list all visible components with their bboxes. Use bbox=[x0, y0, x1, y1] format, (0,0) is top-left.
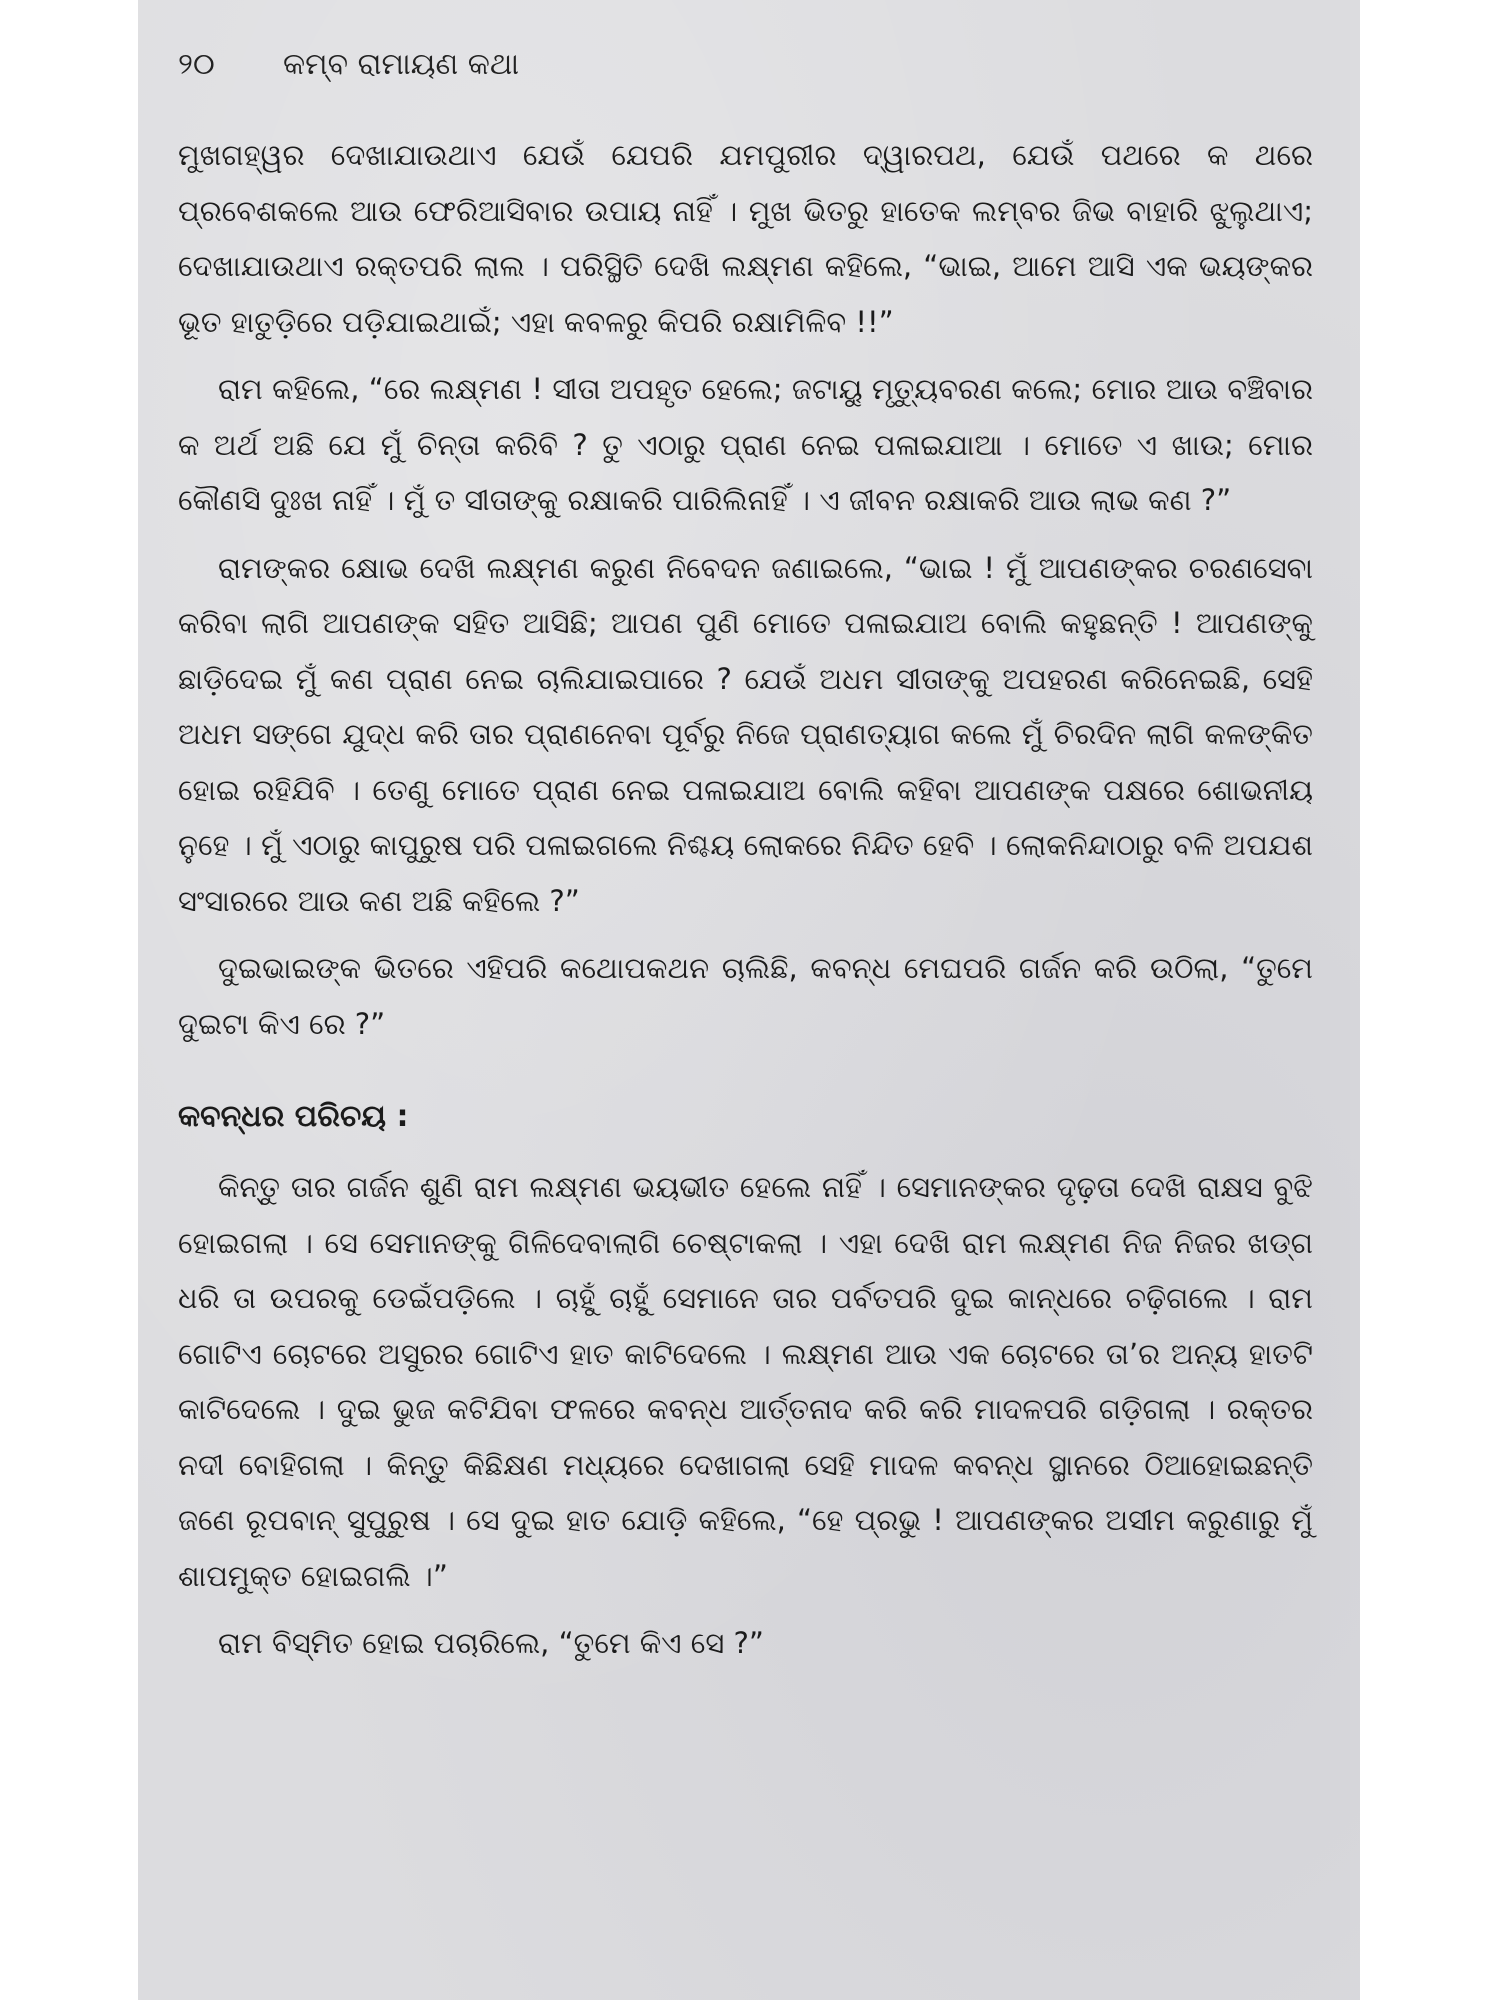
section-heading: କବନ୍ଧର ପରିଚୟ : bbox=[178, 1099, 409, 1134]
paragraph-lakshmana-pleads: ରାମଙ୍କର କ୍ଷୋଭ ଦେଖି ଲକ୍ଷ୍ମଣ କରୁଣ ନିବେଦନ ଜଣାଇଲେ, “ଭାଇ ! ମୁଁ ଆପଣଙ୍କର ଚରଣସେବା କରିବା ଲାଗି ଆପଣଙ୍କ ସହିତ ଆସିଛି; ଆପଣ ପୁଣି ମୋତେ ପଳାଇଯାଅ ବୋଲି କହୁଛନ୍ତି ! ଆପଣଙ୍କୁ ଛାଡ଼ିଦେଇ ମୁଁ କଣ ପ୍ରାଣ ନେଇ ଚାଲିଯାଇପାରେ ? ଯେଉଁ ଅଧମ ସୀତାଙ୍କୁ ଅପହରଣ କରିନେଇଛି, ସେହି ଅଧମ ସଙ୍ଗେ ଯୁଦ୍ଧ କରି ତାର ପ୍ରାଣନେବା ପୂର୍ବରୁ ନିଜେ ପ୍ରାଣତ୍ୟାଗ କଲେ ମୁଁ ଚିରଦିନ ଲାଗି କଳଙ୍କିତ ହୋଇ ରହିଯିବି । ତେଣୁ ମୋତେ ପ୍ରାଣ ନେଇ ପଳାଇଯାଅ ବୋଲି କହିବା ଆପଣଙ୍କ ପକ୍ଷରେ ଶୋଭନୀୟ ନୁହେ । ମୁଁ ଏଠାରୁ କାପୁରୁଷ ପରି ପଳାଇଗଲେ ନିଶ୍ଚୟ ଲୋକରେ ନିନ୍ଦିତ ହେବି । ଲୋକନିନ୍ଦାଠାରୁ ବଳି ଅପଯଶ ସଂସାରରେ ଆଉ କଣ ଅଛି କହିଲେ ?” bbox=[178, 550, 1313, 918]
paragraph-kabandha-roars: ଦୁଇଭାଇଙ୍କ ଭିତରେ ଏହିପରି କଥୋପକଥନ ଚାଲିଛି, କବନ୍ଧ ମେଘପରି ଗର୍ଜନ କରି ଉଠିଲା, “ତୁମେ ଦୁଇଟା କିଏ ରେ ?” bbox=[178, 951, 1313, 1041]
paragraph-mouth-description: ମୁଖଗହ୍ୱର ଦେଖାଯାଉଥାଏ ଯେଉଁ ଯେପରି ଯମପୁରୀର ଦ୍ୱାରପଥ, ଯେଉଁ ପଥରେ କ ଥରେ ପ୍ରବେଶକଲେ ଆଉ ଫେରିଆସିବାର ଉପାୟ ନାହିଁ । ମୁଖ ଭିତରୁ ହାତେକ ଲମ୍ବର ଜିଭ ବାହାରି ଝୁଲୁଥାଏ; ଦେଖାଯାଉଥାଏ ରକ୍ତପରି ଲାଲ । ପରିସ୍ଥିତି ଦେଖି ଲକ୍ଷ୍ମଣ କହିଲେ, “ଭାଇ, ଆମେ ଆସି ଏକ ଭୟଙ୍କର ଭୂତ ହାତୁଡ଼ିରେ ପଡ଼ିଯାଇଥାଇଁ; ଏହା କବଳରୁ କିପରି ରକ୍ଷାମିଳିବ !!” bbox=[178, 138, 1313, 339]
paragraph-kabandha-defeat: କିନ୍ତୁ ତାର ଗର୍ଜନ ଶୁଣି ରାମ ଲକ୍ଷ୍ମଣ ଭୟଭୀତ ହେଲେ ନାହିଁ । ସେମାନଙ୍କର ଦୃଢ଼ତା ଦେଖି ରାକ୍ଷସ ବୁଝି ହୋଇଗଲା । ସେ ସେମାନଙ୍କୁ ଗିଳିଦେବାଲାଗି ଚେଷ୍ଟାକଲା । ଏହା ଦେଖି ରାମ ଲକ୍ଷ୍ମଣ ନିଜ ନିଜର ଖଡ୍ଗ ଧରି ତା ଉପରକୁ ଡେଇଁପଡ଼ିଲେ । ଚାହୁଁ ଚାହୁଁ ସେମାନେ ତାର ପର୍ବତପରି ଦୁଇ କାନ୍ଧରେ ଚଢ଼ିଗଲେ । ରାମ ଗୋଟିଏ ଚୋଟରେ ଅସୁରର ଗୋଟିଏ ହାତ କାଟିଦେଲେ । ଲକ୍ଷ୍ମଣ ଆଉ ଏକ ଚୋଟରେ ତା’ର ଅନ୍ୟ ହାତଟି କାଟିଦେଲେ । ଦୁଇ ଭୁଜ କଟିଯିବା ଫଳରେ କବନ୍ଧ ଆର୍ତ୍ତନାଦ କରି କରି ମାଦଳପରି ଗଡ଼ିଗଲା । ରକ୍ତର ନଦୀ ବୋହିଗଲା । କିନ୍ତୁ କିଛିକ୍ଷଣ ମଧ୍ୟରେ ଦେଖାଗଲା ସେହି ମାଦଳ କବନ୍ଧ ସ୍ଥାନରେ ଠିଆହୋଇଛନ୍ତି ଜଣେ ରୂପବାନ୍ ସୁପୁରୁଷ । ସେ ଦୁଇ ହାତ ଯୋଡ଼ି କହିଲେ, “ହେ ପ୍ରଭୁ ! ଆପଣଙ୍କର ଅସୀମ କରୁଣାରୁ ମୁଁ ଶାପମୁକ୍ତ ହୋଇଗଲି ।” bbox=[178, 1170, 1313, 1593]
running-title: କମ୍ବ ରାମାୟଣ କଥା bbox=[283, 46, 520, 82]
page-number: ୨୦ bbox=[178, 46, 215, 82]
paragraph-rama-asks: ରାମ ବିସ୍ମିତ ହୋଇ ପଚାରିଲେ, “ତୁମେ କିଏ ସେ ?” bbox=[218, 1626, 764, 1660]
book-page bbox=[138, 0, 1360, 2000]
body-text bbox=[178, 128, 1313, 1672]
page-header bbox=[178, 40, 519, 88]
paragraph-rama-speaks: ରାମ କହିଲେ, “ରେ ଲକ୍ଷ୍ମଣ ! ସୀତା ଅପହୃତ ହେଲେ; ଜଟାୟୁ ମୃତ୍ୟୁବରଣ କଲେ; ମୋର ଆଉ ବଞ୍ଚିବାର କ ଅର୍ଥ ଅଛି ଯେ ମୁଁ ଚିନ୍ତା କରିବି ? ତୁ ଏଠାରୁ ପ୍ରାଣ ନେଇ ପଳାଇଯାଆ । ମୋତେ ଏ ଖାଉ; ମୋର କୌଣସି ଦୁଃଖ ନାହିଁ । ମୁଁ ତ ସୀତାଙ୍କୁ ରକ୍ଷାକରି ପାରିଲିନାହିଁ । ଏ ଜୀବନ ରକ୍ଷାକରି ଆଉ ଲାଭ କଣ ?” bbox=[178, 372, 1313, 517]
